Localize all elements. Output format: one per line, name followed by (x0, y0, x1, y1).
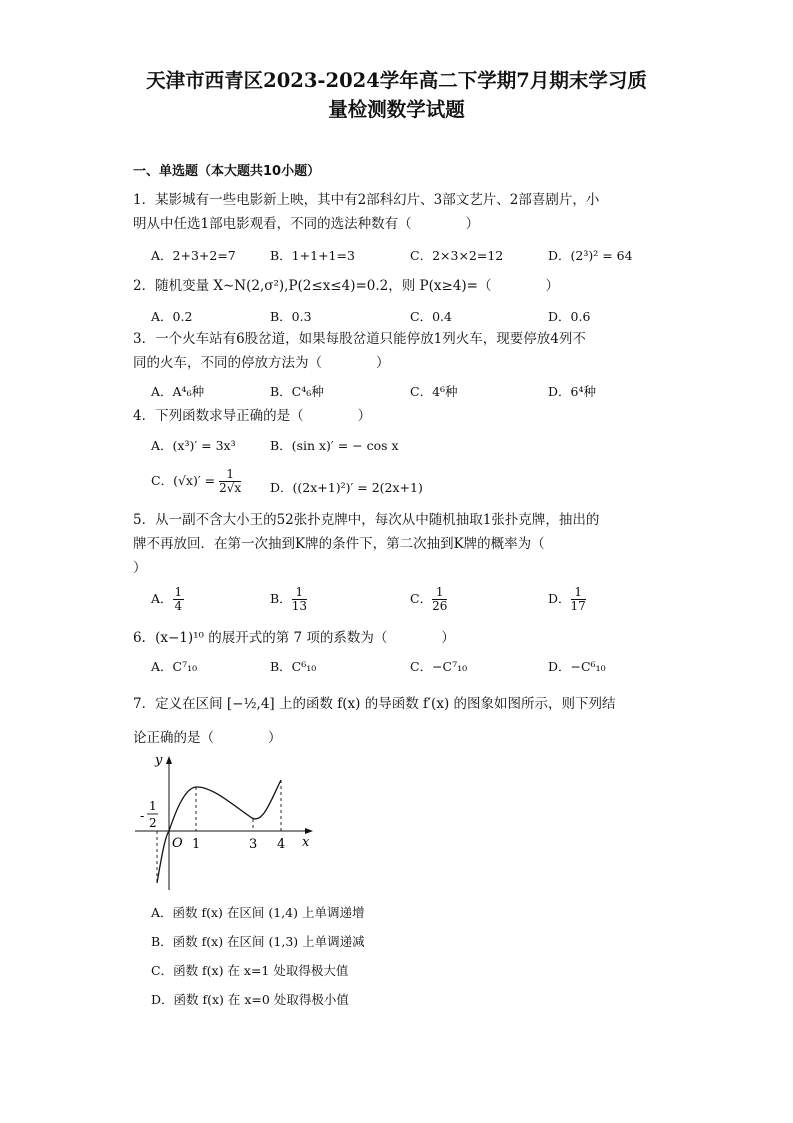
page-title (100, 66, 693, 124)
q5-d-fraction (571, 586, 586, 613)
q7-option-a[interactable]: A．函数 f(x) 在区间 (1,4) 上单调递增 (151, 905, 365, 920)
q3-option-c[interactable]: C．4⁶种 (410, 384, 458, 399)
q4-option-b[interactable]: B．(sin x)′ = − cos x (270, 438, 399, 453)
q6-option-d[interactable]: D．−C⁶₁₀ (548, 659, 606, 674)
q5-d-den: 17 (570, 599, 586, 613)
minus-sign: - (140, 809, 145, 824)
q1-line-1: 1．某影城有一些电影新上映，其中有2部科幻片、3部文艺片、2部喜剧片，小 (133, 192, 600, 208)
x-axis-label: x (302, 835, 310, 850)
title-line-2: 量检测数学试题 (328, 98, 465, 121)
q5-b-label: B． (270, 591, 292, 606)
question-6: 6．(x−1)¹⁰ 的展开式的第 7 项的系数为（ ） (133, 630, 455, 646)
q4-c-denominator: 2√x (219, 481, 242, 495)
q5-line-1: 5．从一副不含大小王的52张扑克牌中，每次从中随机抽取1张扑克牌，抽出的 (133, 512, 600, 528)
q2-option-b[interactable]: B．0.3 (270, 309, 312, 324)
origin-label: O (172, 836, 183, 851)
q5-a-label: A． (151, 591, 173, 606)
q1-line-2: 明从中任选1部电影观看，不同的选法种数有（ ） (133, 216, 480, 232)
section-heading: 一、单选题（本大题共10小题） (133, 164, 321, 179)
q2-option-d[interactable]: D．0.6 (548, 309, 591, 324)
title-line-1: 天津市西青区2023-2024学年高二下学期7月期末学习质 (146, 69, 647, 92)
tick-label-4: 4 (277, 837, 286, 852)
half-numerator: 1 (149, 799, 157, 813)
q7-option-c[interactable]: C．函数 f(x) 在 x=1 处取得极大值 (151, 963, 349, 978)
q5-b-fraction (292, 586, 307, 613)
y-axis-label: y (155, 753, 163, 768)
q7-option-b[interactable]: B．函数 f(x) 在区间 (1,3) 上单调递减 (151, 934, 365, 949)
q4-option-a[interactable]: A．(x³)′ = 3x³ (151, 438, 236, 453)
q4-c-numerator: 1 (219, 468, 241, 482)
q5-b-den: 13 (291, 599, 307, 613)
q5-line-3: ） (133, 560, 147, 576)
half-denominator: 2 (149, 816, 157, 830)
q5-option-a[interactable] (151, 586, 184, 613)
question-4: 4．下列函数求导正确的是（ ） (133, 408, 372, 424)
q3-option-d[interactable]: D．6⁴种 (548, 384, 596, 399)
q5-option-b[interactable] (270, 586, 307, 613)
q6-option-b[interactable]: B．C⁶₁₀ (270, 659, 317, 674)
q5-d-label: D． (548, 591, 571, 606)
q3-line-2: 同的火车，不同的停放方法为（ ） (133, 355, 390, 371)
question-1 (133, 188, 673, 236)
question-7 (133, 692, 673, 750)
tick-label-1: 1 (192, 837, 201, 852)
q5-b-num: 1 (292, 586, 307, 600)
q4-option-d[interactable]: D．((2x+1)²)′ = 2(2x+1) (270, 480, 423, 495)
question-2: 2．随机变量 X∼N(2,σ²),P(2≤x≤4)=0.2，则 P(x≥4)=（ ） (133, 278, 559, 294)
q7-line-2: 论正确的是（ ） (133, 730, 282, 746)
q3-option-b[interactable]: B．C⁴₆种 (270, 384, 324, 399)
x-axis-arrow (305, 828, 313, 834)
question-5 (133, 508, 673, 580)
tick-label-3: 3 (249, 837, 258, 852)
q7-option-d[interactable]: D．函数 f(x) 在 x=0 处取得极小值 (151, 992, 349, 1007)
derivative-graph (130, 750, 320, 895)
q5-option-c[interactable] (410, 586, 447, 613)
q1-option-d-expr: (2³)² = 64 (570, 248, 633, 263)
q1-option-d[interactable] (548, 246, 633, 264)
q4-option-c[interactable] (151, 468, 241, 495)
q1-option-d-label: D． (548, 248, 571, 263)
q2-option-c[interactable]: C．0.4 (410, 309, 452, 324)
q1-option-c[interactable]: C．2×3×2=12 (410, 248, 504, 263)
q5-c-num: 1 (432, 586, 447, 600)
q4-option-c-label: C．(√x)′ = (151, 473, 216, 488)
q5-c-label: C． (410, 591, 433, 606)
q5-option-d[interactable] (548, 586, 586, 613)
q4-option-c-fraction (219, 468, 241, 495)
q5-a-den: 4 (174, 599, 183, 613)
q5-c-den: 26 (432, 599, 448, 613)
q5-a-num: 1 (174, 585, 183, 599)
q3-line-1: 3．一个火车站有6股岔道，如果每股岔道只能停放1列火车，现要停放4列不 (133, 331, 586, 347)
y-axis-arrow (166, 756, 172, 764)
q6-option-c[interactable]: C．−C⁷₁₀ (410, 659, 468, 674)
q7-line-1: 7．定义在区间 [−½,4] 上的函数 f(x) 的导函数 f′(x) 的图象如图所示，则下列结 (133, 696, 616, 712)
q2-option-a[interactable]: A．0.2 (151, 309, 193, 324)
q1-option-b[interactable]: B．1+1+1=3 (270, 248, 355, 263)
question-3 (133, 327, 673, 375)
q5-line-2: 牌不再放回．在第一次抽到K牌的条件下，第二次抽到K牌的概率为（ (133, 536, 545, 552)
q3-option-a[interactable]: A．A⁴₆种 (151, 384, 205, 399)
q5-d-num: 1 (571, 586, 586, 600)
q6-option-a[interactable]: A．C⁷₁₀ (151, 659, 198, 674)
q1-option-a[interactable]: A．2+3+2=7 (151, 248, 236, 263)
q5-c-fraction (432, 586, 447, 613)
q5-a-fraction (173, 586, 185, 613)
